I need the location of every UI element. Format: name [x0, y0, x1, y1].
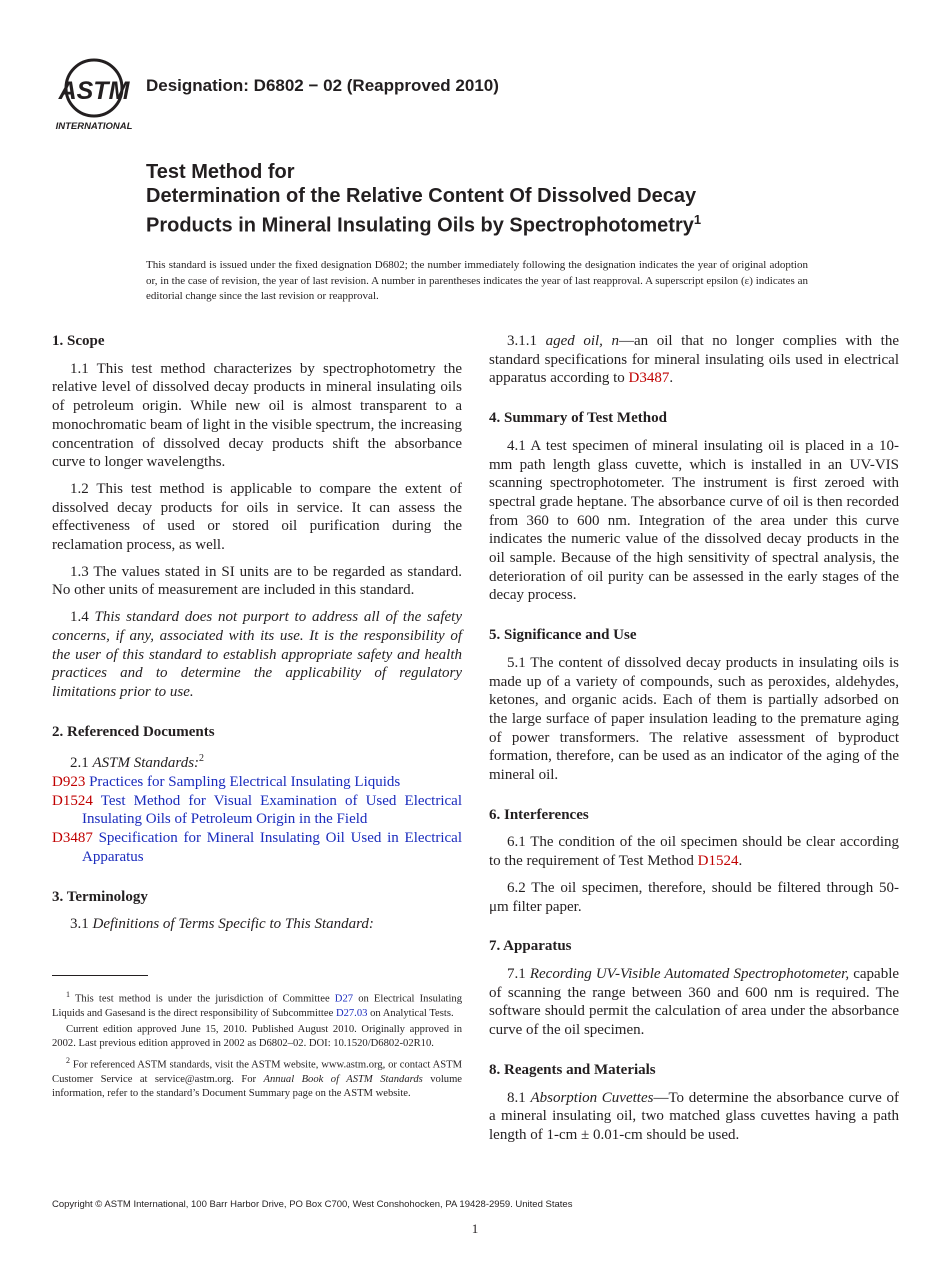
paragraph: 7.1 Recording UV-Visible Automated Spectrophotometer, capable of scanning the range between 360 and 600 nm is required. The software should permit the calculation of area under the absorbance curve of the oil specimen.	[489, 965, 900, 1039]
astm-logo	[52, 58, 136, 134]
page-number: 1	[471, 1221, 479, 1236]
reference-title-link[interactable]: Practices for Sampling Electrical Insulating Liquids	[89, 774, 401, 791]
paragraph: 2.1 ASTM Standards:$^2$	[70, 753, 205, 772]
footnote-2: $^2$ For referenced ASTM standards, visit the ASTM website, www.astm.org, or contact ASTM Customer Service at service@astm.org. For Annual Book of ASTM Standards volume information, refer to the standard’s Document Summary page on the ASTM website.	[52, 1055, 463, 1099]
right-column	[489, 332, 899, 1166]
reference-item	[52, 829, 462, 866]
reference-link-d1524[interactable]: D1524	[697, 853, 739, 870]
section-heading: 2. Referenced Documents	[52, 723, 215, 740]
designation: Designation: D6802 − 02 (Reapproved 2010)	[146, 76, 499, 95]
paragraph: 6.1 The condition of the oil specimen should be clear according to the requirement of Test Method D1524.	[489, 834, 899, 870]
section-terminology	[52, 888, 462, 934]
section-heading: 3. Terminology	[52, 888, 148, 905]
section-summary	[489, 409, 899, 605]
title-footnote-mark: 1	[693, 212, 702, 227]
section-heading: 1. Scope	[52, 333, 105, 349]
paragraph: 1.3 The values stated in SI units are to be regarded as standard. No other units of measurement are included in this standard.	[52, 563, 462, 599]
reference-link-d1524[interactable]: D1524	[52, 792, 93, 809]
section-scope	[52, 332, 462, 702]
reference-title-link[interactable]: Test Method for Visual Examination of Used Electrical Insulating Oils of Petroleum Origin in the Field	[82, 792, 462, 828]
reference-item	[52, 773, 462, 792]
standard-notice: This standard is issued under the fixed designation D6802; the number immediately following the designation indicates the year of original adoption or, in the case of revision, the year of last revision. A number in parentheses indicates the year of last reapproval. A superscript epsilon (ε) indicates an editorial change since the last revision or reapproval.	[146, 259, 808, 302]
section-apparatus	[489, 937, 899, 1040]
paragraph: 6.2 The oil specimen, therefore, should be filtered through 50-μm filter paper.	[489, 879, 899, 915]
copyright-notice: Copyright © ASTM International, 100 Barr Harbor Drive, PO Box C700, West Conshohocken, PA 19428-2959. United States	[52, 1199, 573, 1210]
reference-item	[52, 792, 462, 829]
footnote-divider	[52, 975, 148, 976]
section-interferences	[489, 806, 899, 917]
paragraph: 1.4 This standard does not purport to address all of the safety concerns, if any, associated with its use. It is the responsibility of the user of this standard to establish appropriate safety and health practices and to determine the applicability of regulatory limitations prior to use.	[52, 609, 463, 700]
section-heading: 8. Reagents and Materials	[489, 1061, 656, 1078]
paragraph: 8.1 Absorption Cuvettes—To determine the absorbance curve of a mineral insulating oil, two matched glass cuvettes having a path length of 1-cm ± 0.01-cm should be used.	[489, 1089, 899, 1143]
footnotes	[52, 988, 462, 1103]
logo-subtext: INTERNATIONAL	[55, 121, 133, 132]
reference-link-d3487[interactable]: D3487	[52, 830, 93, 847]
reference-link-d923[interactable]: D923	[52, 774, 86, 791]
footnote-1: $^1$ This test method is under the jurisdiction of Committee D27 on Electrical Insulating Liquids and Gasesand is the direct responsibility of Subcommittee D27.03 on Analytical Tests.	[52, 990, 463, 1019]
section-heading: 7. Apparatus	[489, 938, 572, 955]
title-line-3: Products in Mineral Insulating Oils by Spectrophotometry$^1$	[146, 212, 702, 237]
title-line-1: Test Method for	[146, 161, 295, 183]
section-referenced-documents	[52, 723, 462, 867]
paragraph: 1.1 This test method characterizes by spectrophotometry the relative level of dissolved decay products in mineral insulating oils of petroleum origin. While new oil is almost transparent to a monochromatic beam of light in the visible spectrum, the increasing concentration of dissolved decay products shift the absorbance curve to longer wavelengths.	[52, 360, 462, 471]
section-terminology-continued	[489, 332, 899, 388]
committee-link-d27[interactable]: D27	[334, 993, 354, 1005]
title-line-2: Determination of the Relative Content Of Dissolved Decay	[146, 185, 697, 207]
paragraph: 3.1.1 aged oil, n—an oil that no longer complies with the standard specifications for mineral insulating oils used in electrical apparatus according to D3487.	[489, 333, 899, 387]
section-significance	[489, 626, 899, 785]
subcommittee-link-d27-03[interactable]: D27.03	[335, 1007, 368, 1019]
left-column	[52, 332, 462, 955]
paragraph: 3.1 Definitions of Terms Specific to This Standard:	[70, 916, 374, 933]
section-heading: 4. Summary of Test Method	[489, 410, 667, 427]
paragraph: 5.1 The content of dissolved decay products in insulating oils is made up of a variety of compounds, such as peroxides, aldehydes, ketones, and organic acids. Each of them is partially adsorbed on the large surface of paper insulation leading to the premature aging of power transformers. The relative assessment of byproduct formation, therefore, can be used as an indicator of the aging of the mineral oil.	[489, 654, 899, 784]
reference-title-link[interactable]: Specification for Mineral Insulating Oil Used in Electrical Apparatus	[82, 830, 463, 865]
section-reagents	[489, 1061, 899, 1145]
reference-link-d3487[interactable]: D3487	[628, 370, 670, 387]
section-heading: 6. Interferences	[489, 806, 589, 823]
paragraph: 4.1 A test specimen of mineral insulating oil is placed in a 10-mm path length glass cuvette, which is installed in an UV-VIS scanning spectrophotometer. The instrument is first zeroed with spectral grade heptane. The absorbance curve of oil is then recorded from 360 to 600 nm. Integration of the area under this curve indicates the numeric value of the dissolved decay products in the oil sample. Because of the high sensitivity of spectral analysis, the deterioration of oil purity can be assessed in the early stages of the decay process.	[489, 437, 899, 604]
section-heading: 5. Significance and Use	[489, 627, 637, 644]
footnote-1-edition: Current edition approved June 15, 2010. Published August 2010. Originally approved in 2002. Last previous edition approved in 2002 as D6802–02. DOI: 10.1520/D6802-02R10.	[52, 1024, 462, 1050]
document-title	[146, 160, 906, 238]
paragraph: 1.2 This test method is applicable to compare the extent of dissolved decay products for oils in service. It can assess the effectiveness of used or stored oil purification during the reclamation process, as well.	[52, 480, 462, 554]
logo-text: ASTM	[58, 77, 130, 105]
